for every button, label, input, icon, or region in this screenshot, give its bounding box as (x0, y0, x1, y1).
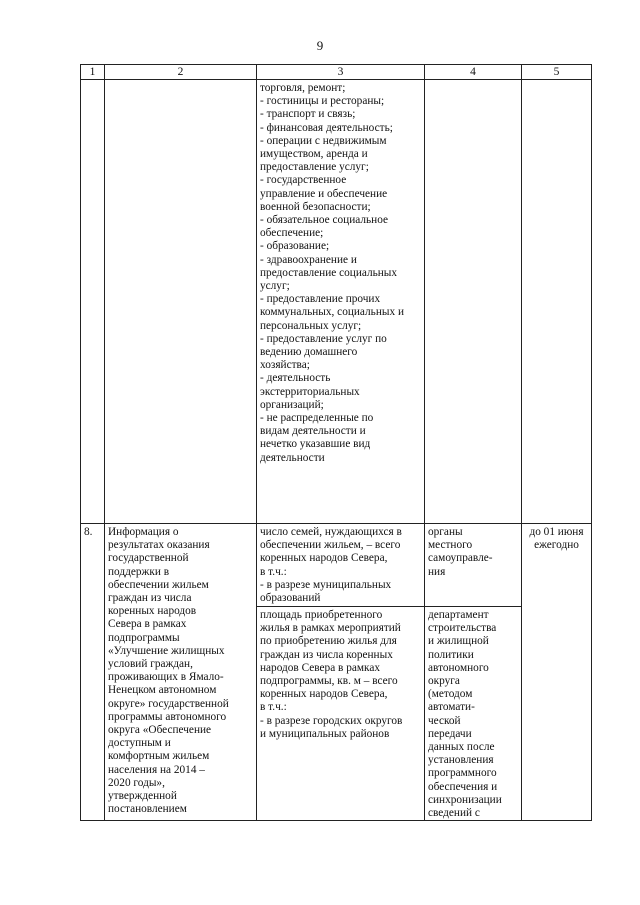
text-line: площадь приобретенного (260, 609, 383, 621)
text-line: автономного (428, 661, 489, 674)
text-line: округа «Обеспечение (108, 724, 212, 737)
header-col-4: 4 (425, 65, 522, 80)
text-line: сведений с (428, 807, 480, 820)
text-line: - государственное (260, 174, 347, 187)
text-line: военной безопасности; (260, 200, 371, 213)
continued-source-cell (425, 80, 522, 524)
text-line: - деятельность (260, 372, 331, 385)
text-line: граждан из числа (108, 592, 192, 605)
text-line: образований (260, 592, 321, 605)
indicator-families (257, 524, 424, 606)
text-line: округа (428, 675, 460, 688)
text-line: местного (428, 539, 473, 552)
text-line: жилья в рамках мероприятий (260, 622, 401, 635)
text-line: нечетко указавшие вид (260, 438, 371, 451)
text-line: - предоставление прочих (260, 293, 381, 306)
text-line: управление и обеспечение (260, 187, 388, 200)
text-line: передачи (428, 727, 472, 740)
text-line: обеспечении жильем, – всего (260, 539, 401, 552)
text-line: Ненецком автономном (108, 684, 217, 697)
text-line: поддержки в (108, 565, 170, 578)
text-line: (методом (428, 688, 473, 701)
text-line: ния (428, 565, 446, 578)
text-line: - транспорт и связь; (260, 108, 356, 121)
source-local-government (425, 524, 521, 606)
text-line: политики (428, 648, 474, 661)
text-line: обеспечения и (428, 780, 498, 793)
row-number: 8. (81, 524, 105, 821)
text-line: предоставление социальных (260, 266, 398, 279)
text-line: программного (428, 767, 497, 780)
header-row (81, 65, 592, 80)
row-sources (425, 524, 522, 821)
table-row-8 (81, 524, 592, 821)
text-line: постановлением (108, 803, 187, 816)
text-line: автомати- (428, 701, 475, 714)
row-description (105, 524, 257, 821)
text-line: граждан из числа коренных (260, 648, 393, 661)
text-line: видам деятельности и (260, 425, 366, 438)
text-line: органы (428, 526, 463, 538)
text-line: до 01 июня (529, 526, 584, 538)
source-construction-department (425, 606, 521, 820)
text-line: - предоставление услуг по (260, 332, 387, 345)
page-number: 9 (316, 38, 324, 53)
text-line: народов Севера в рамках (260, 661, 380, 674)
text-line: населения на 2014 – (108, 763, 205, 776)
text-line: округе» государственной (108, 697, 229, 710)
header-col-1: 1 (81, 65, 105, 80)
text-line: коренных народов Севера, (260, 688, 388, 701)
row-indicators (257, 524, 425, 821)
text-line: - в разрезе городских округов (260, 714, 403, 727)
text-line: самоуправле- (428, 552, 493, 565)
text-line: коренных народов (108, 605, 197, 618)
text-line: - в разрезе муниципальных (260, 578, 392, 591)
text-line: и жилищной (428, 635, 489, 648)
continued-num-cell (81, 80, 105, 524)
header-col-5: 5 (522, 65, 592, 80)
continued-deadline-cell (522, 80, 592, 524)
text-line: результатах оказания (108, 539, 210, 552)
text-line: - здравоохранение и (260, 253, 357, 266)
indicators-table (80, 64, 592, 821)
text-line: предоставление услуг; (260, 161, 369, 174)
text-line: хозяйства; (260, 359, 310, 372)
indicator-housing-area (257, 606, 424, 741)
text-line: обеспечение; (260, 227, 324, 240)
text-line: - обязательное социальное (260, 214, 388, 227)
text-line: деятельности (260, 451, 325, 464)
text-line: - гостиницы и рестораны; (260, 95, 385, 108)
text-line: коренных народов Севера, (260, 552, 388, 565)
header-col-3: 3 (257, 65, 425, 80)
text-line: ческой (428, 714, 461, 727)
text-line: доступным и (108, 737, 171, 750)
continued-indicator-cell (257, 80, 425, 524)
text-line: - финансовая деятельность; (260, 121, 393, 134)
text-line: утвержденной (108, 790, 177, 803)
text-line: организаций; (260, 398, 324, 411)
text-line: Информация о (108, 526, 179, 538)
text-line: обеспечении жильем (108, 578, 209, 591)
text-line: синхронизации (428, 793, 502, 806)
text-line: и муниципальных районов (260, 727, 390, 740)
text-line: в т.ч.: (260, 565, 287, 578)
text-line: проживающих в Ямало- (108, 671, 224, 684)
text-line: подпрограммы, кв. м – всего (260, 675, 398, 688)
text-line: департамент (428, 609, 489, 621)
text-line: 2020 годы», (108, 776, 165, 789)
text-line: ежегодно (534, 539, 579, 552)
text-line: по приобретению жилья для (260, 635, 397, 648)
text-line: государственной (108, 552, 189, 565)
text-line: в т.ч.: (260, 701, 287, 714)
text-line: установления (428, 754, 494, 767)
text-line: программы автономного (108, 710, 227, 723)
continued-row (81, 80, 592, 524)
text-line: подпрограммы (108, 631, 180, 644)
text-line: комфортным жильем (108, 750, 210, 763)
text-line: экстерриториальных (260, 385, 360, 398)
text-line: - образование; (260, 240, 330, 253)
header-col-2: 2 (105, 65, 257, 80)
text-line: данных после (428, 741, 495, 754)
text-line: число семей, нуждающихся в (260, 526, 402, 538)
text-line: услуг; (260, 280, 290, 293)
text-line: коммунальных, социальных и (260, 306, 404, 319)
text-line: - операции с недвижимым (260, 134, 387, 147)
text-line: - не распределенные по (260, 412, 374, 425)
text-line: торговля, ремонт; (260, 82, 346, 94)
text-line: строительства (428, 622, 497, 635)
text-line: Севера в рамках (108, 618, 187, 631)
text-line: персональных услуг; (260, 319, 362, 332)
text-line: условий граждан, (108, 658, 193, 671)
continued-title-cell (105, 80, 257, 524)
text-line: «Улучшение жилищных (108, 644, 225, 657)
text-line: ведению домашнего (260, 346, 358, 359)
text-line: имуществом, аренда и (260, 148, 368, 161)
row-deadline (522, 524, 592, 821)
